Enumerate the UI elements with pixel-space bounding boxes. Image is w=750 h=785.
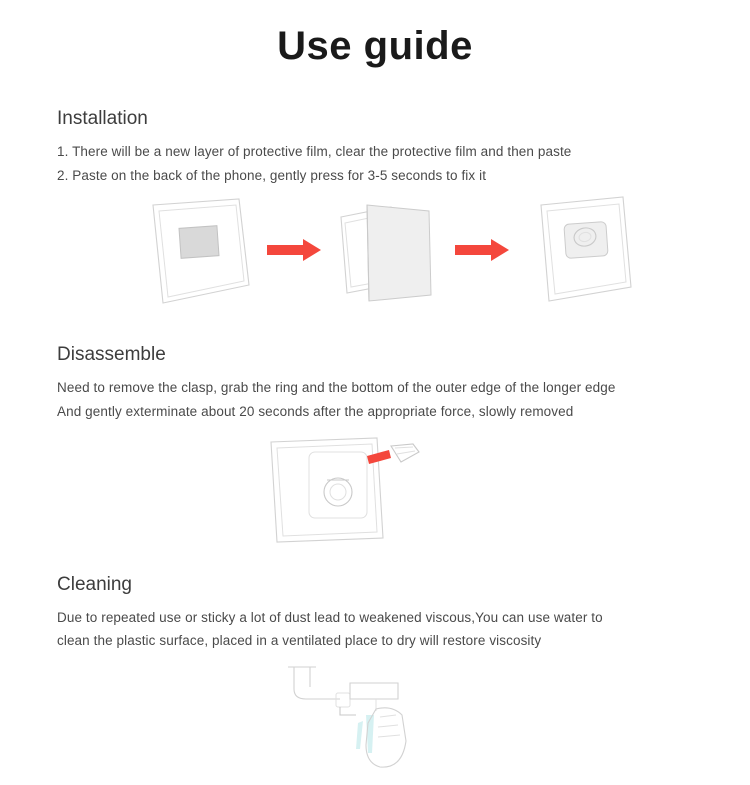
cleaning-line-1: Due to repeated use or sticky a lot of dust lead to weakened viscous,You can use water to (57, 609, 603, 625)
use-guide-page (0, 22, 750, 772)
ring-holder-icon (541, 197, 631, 301)
section-heading-cleaning: Cleaning (57, 573, 132, 595)
installation-figure (0, 195, 750, 310)
section-heading-disassemble: Disassemble (57, 344, 166, 366)
cleaning-figure (0, 665, 750, 785)
disassemble-line-1: Need to remove the clasp, grab the ring and the bottom of the outer edge of the longer edge (57, 380, 616, 396)
section-installation (0, 108, 750, 310)
arrow-right-icon (455, 239, 509, 261)
phone-icon (271, 438, 383, 542)
cleaning-line-2: clean the plastic surface, placed in a ventilated place to dry will restore viscosity (57, 633, 542, 649)
arrow-right-icon (267, 239, 321, 261)
ring-holder-icon (309, 452, 367, 518)
section-heading-installation: Installation (57, 108, 148, 129)
page-title: Use guide (277, 24, 473, 68)
section-cleaning (0, 574, 750, 785)
disassemble-line-2: And gently exterminate about 20 seconds after the appropriate force, slowly removed (57, 403, 574, 419)
installation-step-1: 1. There will be a new layer of protective film, clear the protective film and then paste (57, 144, 572, 159)
disassemble-figure (0, 434, 750, 544)
peel-hand-icon (367, 444, 419, 464)
section-disassemble (0, 344, 750, 543)
water-stream-icon (356, 715, 374, 753)
phone-icon (153, 199, 249, 303)
installation-step-2: 2. Paste on the back of the phone, gently press for 3-5 seconds to fix it (57, 167, 487, 183)
